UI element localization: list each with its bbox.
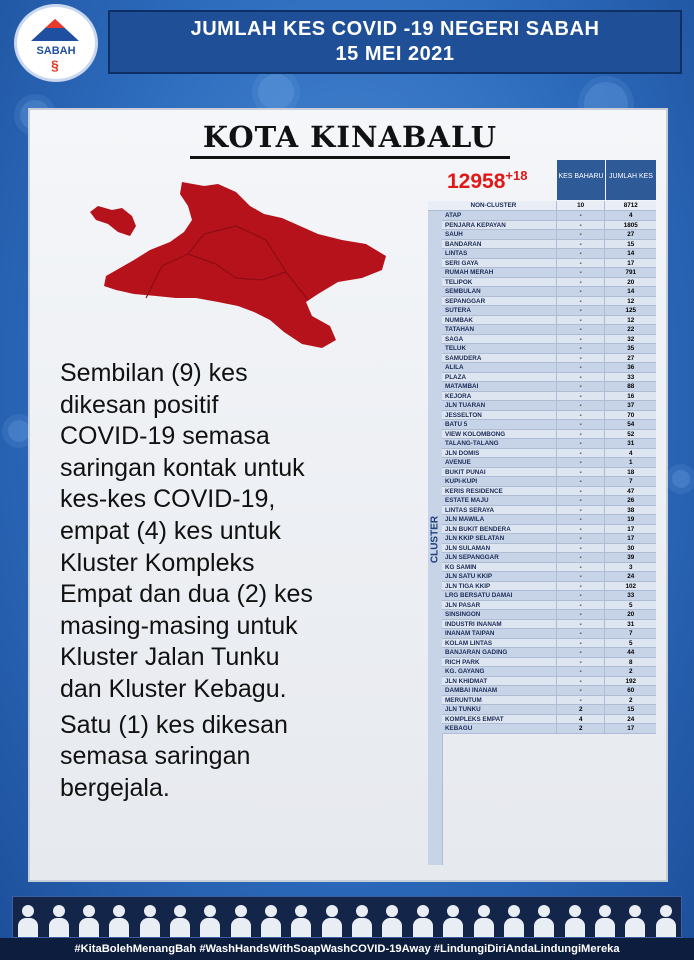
cluster-total-cases: 17 (604, 525, 656, 535)
cluster-name: KOLAM LINTAS (442, 639, 556, 649)
cluster-total-cases: 1 (604, 458, 656, 468)
page-header (108, 10, 682, 74)
cluster-total-cases: 4 (604, 211, 656, 221)
cluster-name: SERI GAYA (442, 259, 556, 269)
cluster-new-cases: - (556, 629, 605, 639)
cluster-total-cases: 20 (604, 278, 656, 288)
cluster-total-cases: 7 (604, 477, 656, 487)
cluster-row (442, 411, 656, 421)
cluster-new-cases: - (556, 335, 605, 345)
cluster-total-cases: 12 (604, 297, 656, 307)
cluster-name: DAMBAI INANAM (442, 686, 556, 696)
cluster-new-cases: - (556, 534, 605, 544)
cluster-total-cases: 17 (604, 534, 656, 544)
cluster-name: ESTATE MAJU (442, 496, 556, 506)
cluster-row (442, 449, 656, 459)
cluster-total-cases: 52 (604, 430, 656, 440)
person-icon (48, 903, 70, 937)
cluster-name: BATU 5 (442, 420, 556, 430)
cluster-total-cases: 20 (604, 610, 656, 620)
person-icon (503, 903, 525, 937)
cluster-row (442, 496, 656, 506)
cluster-total-cases: 44 (604, 648, 656, 658)
cluster-name: RICH PARK (442, 658, 556, 668)
cluster-row (442, 430, 656, 440)
cluster-name: PLAZA (442, 373, 556, 383)
cluster-row (442, 696, 656, 706)
cluster-row (442, 686, 656, 696)
logo-ribbon-icon: § (51, 57, 59, 73)
header-title: JUMLAH KES COVID -19 NEGERI SABAH (190, 18, 600, 40)
cluster-new-cases: - (556, 249, 605, 259)
cluster-total-cases: 8 (604, 658, 656, 668)
cluster-total-cases: 60 (604, 686, 656, 696)
cluster-row (442, 335, 656, 345)
cluster-new-cases: - (556, 287, 605, 297)
cluster-row (442, 211, 656, 221)
non-cluster-new: 10 (556, 201, 605, 211)
cluster-row (442, 506, 656, 516)
person-icon (594, 903, 616, 937)
non-cluster-label: NON-CLUSTER (428, 201, 556, 211)
cluster-total-cases: 17 (604, 724, 656, 734)
cluster-row (442, 629, 656, 639)
cluster-new-cases: - (556, 259, 605, 269)
frontliners-illustration (12, 896, 682, 938)
cluster-row (442, 620, 656, 630)
cluster-new-cases: - (556, 240, 605, 250)
cluster-name: TATAHAN (442, 325, 556, 335)
person-icon (655, 903, 677, 937)
cluster-row (442, 468, 656, 478)
person-icon (108, 903, 130, 937)
cluster-total-cases: 27 (604, 354, 656, 364)
cluster-new-cases: - (556, 639, 605, 649)
cluster-name: JLN KHIDMAT (442, 677, 556, 687)
cluster-name: NUMBAK (442, 316, 556, 326)
total-cases (447, 170, 527, 194)
cluster-name: TELUK (442, 344, 556, 354)
cluster-total-cases: 47 (604, 487, 656, 497)
cluster-name: MATAMBAI (442, 382, 556, 392)
description-paragraph-2: Satu (1) kes dikesan semasa saringan bergejala. (60, 710, 288, 802)
island-shape (90, 206, 136, 236)
person-icon (351, 903, 373, 937)
cluster-name: JLN TUARAN (442, 401, 556, 411)
cluster-row (442, 572, 656, 582)
cluster-total-cases: 192 (604, 677, 656, 687)
cluster-name: SEMBULAN (442, 287, 556, 297)
cluster-row (442, 677, 656, 687)
cluster-name: TALANG-TALANG (442, 439, 556, 449)
total-cases-value: 12958 (447, 170, 506, 193)
person-icon (533, 903, 555, 937)
cluster-name: LRG BERSATU DAMAI (442, 591, 556, 601)
logo-text: SABAH (36, 45, 76, 57)
cluster-row (442, 591, 656, 601)
person-icon (442, 903, 464, 937)
cluster-new-cases: - (556, 373, 605, 383)
cluster-name: SAMUDERA (442, 354, 556, 364)
person-icon (381, 903, 403, 937)
cluster-total-cases: 26 (604, 496, 656, 506)
cluster-total-cases: 70 (604, 411, 656, 421)
cluster-row (442, 563, 656, 573)
cluster-row (442, 639, 656, 649)
cluster-name: INDUSTRI INANAM (442, 620, 556, 630)
cluster-new-cases: - (556, 610, 605, 620)
cluster-name: VIEW KOLOMBONG (442, 430, 556, 440)
cluster-new-cases: 2 (556, 724, 605, 734)
cluster-total-cases: 22 (604, 325, 656, 335)
cluster-new-cases: - (556, 297, 605, 307)
cluster-name: BANJARAN GADING (442, 648, 556, 658)
cluster-new-cases: - (556, 677, 605, 687)
cluster-row (442, 525, 656, 535)
cluster-new-cases: - (556, 487, 605, 497)
person-icon (564, 903, 586, 937)
cluster-new-cases: - (556, 572, 605, 582)
cluster-total-cases: 125 (604, 306, 656, 316)
cluster-new-cases: - (556, 430, 605, 440)
cluster-new-cases: - (556, 268, 605, 278)
mainland-shape (104, 182, 386, 348)
cluster-new-cases: - (556, 686, 605, 696)
cluster-row (442, 658, 656, 668)
cluster-name: JLN SATU KKIP (442, 572, 556, 582)
cluster-total-cases: 35 (604, 344, 656, 354)
col-header-new-cases: KES BAHARU (557, 160, 605, 200)
cluster-row (442, 392, 656, 402)
cluster-new-cases: - (556, 582, 605, 592)
cluster-new-cases: - (556, 344, 605, 354)
cluster-row (442, 306, 656, 316)
cluster-label (428, 500, 442, 580)
cluster-name: BANDARAN (442, 240, 556, 250)
cluster-new-cases: - (556, 696, 605, 706)
cluster-name: JLN MAWILA (442, 515, 556, 525)
cluster-new-cases: - (556, 449, 605, 459)
cluster-name: KUPI-KUPI (442, 477, 556, 487)
cluster-new-cases: - (556, 211, 605, 221)
person-icon (17, 903, 39, 937)
cluster-name: JLN SULAMAN (442, 544, 556, 554)
cluster-row (442, 363, 656, 373)
virus-decoration (8, 420, 30, 442)
cluster-row (442, 610, 656, 620)
cluster-row (442, 487, 656, 497)
cluster-row (442, 582, 656, 592)
cluster-new-cases: - (556, 496, 605, 506)
cluster-name: PENJARA KEPAYAN (442, 221, 556, 231)
cluster-total-cases: 791 (604, 268, 656, 278)
cluster-name: SAUH (442, 230, 556, 240)
cluster-total-cases: 39 (604, 553, 656, 563)
cluster-name: LINTAS SERAYA (442, 506, 556, 516)
cluster-total-cases: 102 (604, 582, 656, 592)
cluster-new-cases: - (556, 354, 605, 364)
cluster-total-cases: 24 (604, 715, 656, 725)
cluster-row (442, 325, 656, 335)
cluster-total-cases: 5 (604, 639, 656, 649)
person-icon (78, 903, 100, 937)
virus-decoration (258, 74, 294, 110)
cluster-row (442, 268, 656, 278)
cluster-new-cases: - (556, 620, 605, 630)
cluster-name: JLN TIGA KKIP (442, 582, 556, 592)
description-paragraph-1: Sembilan (9) kes dikesan positif COVID-19 semasa saringan kontak untuk kes-kes COVID-19, empat (4) kes untuk Kluster Kompleks Empat dan dua (2) kes masing-masing untuk Kluster Jalan Tunku dan Kluster Kebagu. (60, 359, 313, 703)
cluster-new-cases: - (556, 392, 605, 402)
cluster-new-cases: 2 (556, 705, 605, 715)
header-date: 15 MEI 2021 (335, 43, 455, 65)
cluster-row (442, 373, 656, 383)
cluster-row (442, 724, 656, 734)
cluster-total-cases: 31 (604, 439, 656, 449)
cluster-new-cases: - (556, 278, 605, 288)
cluster-name: JLN PASAR (442, 601, 556, 611)
cluster-row (442, 316, 656, 326)
cluster-total-cases: 33 (604, 591, 656, 601)
kota-kinabalu-map (86, 180, 391, 350)
cluster-total-cases: 27 (604, 230, 656, 240)
cluster-new-cases: - (556, 382, 605, 392)
cluster-name: BUKIT PUNAI (442, 468, 556, 478)
cluster-name: ATAP (442, 211, 556, 221)
cluster-new-cases: - (556, 658, 605, 668)
cluster-row (442, 648, 656, 658)
cluster-name: RUMAH MERAH (442, 268, 556, 278)
cluster-new-cases: - (556, 515, 605, 525)
cluster-new-cases: - (556, 525, 605, 535)
cluster-row (442, 249, 656, 259)
sabah-logo (14, 4, 98, 82)
person-icon (412, 903, 434, 937)
cluster-total-cases: 36 (604, 363, 656, 373)
cluster-row (442, 344, 656, 354)
cluster-row (442, 439, 656, 449)
virus-decoration (672, 470, 690, 488)
cluster-total-cases: 18 (604, 468, 656, 478)
cluster-new-cases: - (556, 601, 605, 611)
district-title: KOTA KINABALU (190, 120, 510, 159)
cluster-name: INANAM TAIPAN (442, 629, 556, 639)
cluster-total-cases: 31 (604, 620, 656, 630)
cluster-name: KG. GAYANG (442, 667, 556, 677)
person-icon (260, 903, 282, 937)
cluster-name: SEPANGGAR (442, 297, 556, 307)
person-icon (169, 903, 191, 937)
cluster-row (442, 382, 656, 392)
cluster-row (442, 458, 656, 468)
cluster-total-cases: 38 (604, 506, 656, 516)
cluster-total-cases: 14 (604, 287, 656, 297)
cluster-name: LINTAS (442, 249, 556, 259)
cluster-total-cases: 15 (604, 705, 656, 715)
cluster-name: JESSELTON (442, 411, 556, 421)
cluster-new-cases: - (556, 316, 605, 326)
cluster-total-cases: 54 (604, 420, 656, 430)
cluster-total-cases: 5 (604, 601, 656, 611)
cluster-table (442, 211, 656, 734)
cluster-label-text: CLUSTER (429, 515, 441, 564)
person-icon (321, 903, 343, 937)
cluster-total-cases: 7 (604, 629, 656, 639)
cluster-new-cases: 4 (556, 715, 605, 725)
cluster-new-cases: - (556, 325, 605, 335)
cluster-row (442, 297, 656, 307)
hashtag-banner: #KitaBolehMenangBah #WashHandsWithSoapWashCOVID-19Away #LindungiDiriAndaLindungiMereka (0, 938, 694, 960)
cluster-row (442, 477, 656, 487)
cluster-new-cases: - (556, 468, 605, 478)
cluster-name: KEJORA (442, 392, 556, 402)
cluster-total-cases: 16 (604, 392, 656, 402)
cluster-row (442, 287, 656, 297)
cluster-total-cases: 88 (604, 382, 656, 392)
cluster-new-cases: - (556, 544, 605, 554)
cluster-total-cases: 1805 (604, 221, 656, 231)
cluster-new-cases: - (556, 591, 605, 601)
cluster-total-cases: 37 (604, 401, 656, 411)
person-icon (473, 903, 495, 937)
cluster-new-cases: - (556, 230, 605, 240)
cluster-name: JLN DOMIS (442, 449, 556, 459)
person-icon (230, 903, 252, 937)
cluster-total-cases: 24 (604, 572, 656, 582)
total-cases-increase: +18 (505, 168, 528, 183)
cluster-name: ALILA (442, 363, 556, 373)
cluster-row (442, 259, 656, 269)
cluster-new-cases: - (556, 563, 605, 573)
cluster-new-cases: - (556, 306, 605, 316)
person-icon (624, 903, 646, 937)
cluster-new-cases: - (556, 458, 605, 468)
cluster-total-cases: 2 (604, 696, 656, 706)
cluster-name: KG SAMIN (442, 563, 556, 573)
cluster-name: JLN TUNKU (442, 705, 556, 715)
cluster-row (442, 601, 656, 611)
cluster-row (442, 553, 656, 563)
cluster-row (442, 515, 656, 525)
cluster-new-cases: - (556, 420, 605, 430)
cluster-name: KOMPLEKS EMPAT (442, 715, 556, 725)
cluster-name: SAGA (442, 335, 556, 345)
mountain-peak-icon (45, 19, 65, 28)
cluster-name: MERUNTUM (442, 696, 556, 706)
cluster-new-cases: - (556, 439, 605, 449)
cluster-new-cases: - (556, 401, 605, 411)
cluster-total-cases: 30 (604, 544, 656, 554)
cluster-total-cases: 3 (604, 563, 656, 573)
cluster-new-cases: - (556, 506, 605, 516)
cluster-name: SINSINGON (442, 610, 556, 620)
cluster-new-cases: - (556, 553, 605, 563)
cluster-new-cases: - (556, 411, 605, 421)
cluster-total-cases: 32 (604, 335, 656, 345)
cluster-row (442, 240, 656, 250)
cluster-row (442, 354, 656, 364)
cluster-row (442, 667, 656, 677)
person-icon (139, 903, 161, 937)
cluster-row (442, 544, 656, 554)
non-cluster-row (428, 201, 656, 211)
cluster-row (442, 534, 656, 544)
cluster-name: JLN KKIP SELATAN (442, 534, 556, 544)
cluster-row (442, 420, 656, 430)
cluster-total-cases: 15 (604, 240, 656, 250)
cluster-total-cases: 19 (604, 515, 656, 525)
cluster-row (442, 278, 656, 288)
cluster-row (442, 715, 656, 725)
cluster-name: KERIS RESIDENCE (442, 487, 556, 497)
person-icon (290, 903, 312, 937)
cluster-row (442, 230, 656, 240)
cluster-new-cases: - (556, 667, 605, 677)
cluster-name: JLN BUKIT BENDERA (442, 525, 556, 535)
cluster-total-cases: 12 (604, 316, 656, 326)
person-icon (199, 903, 221, 937)
cluster-total-cases: 14 (604, 249, 656, 259)
case-description (60, 358, 420, 804)
cluster-new-cases: - (556, 648, 605, 658)
cluster-name: KEBAGU (442, 724, 556, 734)
cluster-row (442, 401, 656, 411)
cluster-new-cases: - (556, 363, 605, 373)
cluster-name: TELIPOK (442, 278, 556, 288)
cluster-total-cases: 4 (604, 449, 656, 459)
col-header-total-cases: JUMLAH KES (606, 160, 656, 200)
cluster-name: SUTERA (442, 306, 556, 316)
cluster-new-cases: - (556, 477, 605, 487)
cluster-row (442, 221, 656, 231)
cluster-total-cases: 2 (604, 667, 656, 677)
cluster-total-cases: 33 (604, 373, 656, 383)
cluster-row (442, 705, 656, 715)
non-cluster-total: 8712 (604, 201, 656, 211)
cluster-name: JLN SEPANGGAR (442, 553, 556, 563)
cluster-total-cases: 17 (604, 259, 656, 269)
cluster-new-cases: - (556, 221, 605, 231)
cluster-name: AVENUE (442, 458, 556, 468)
